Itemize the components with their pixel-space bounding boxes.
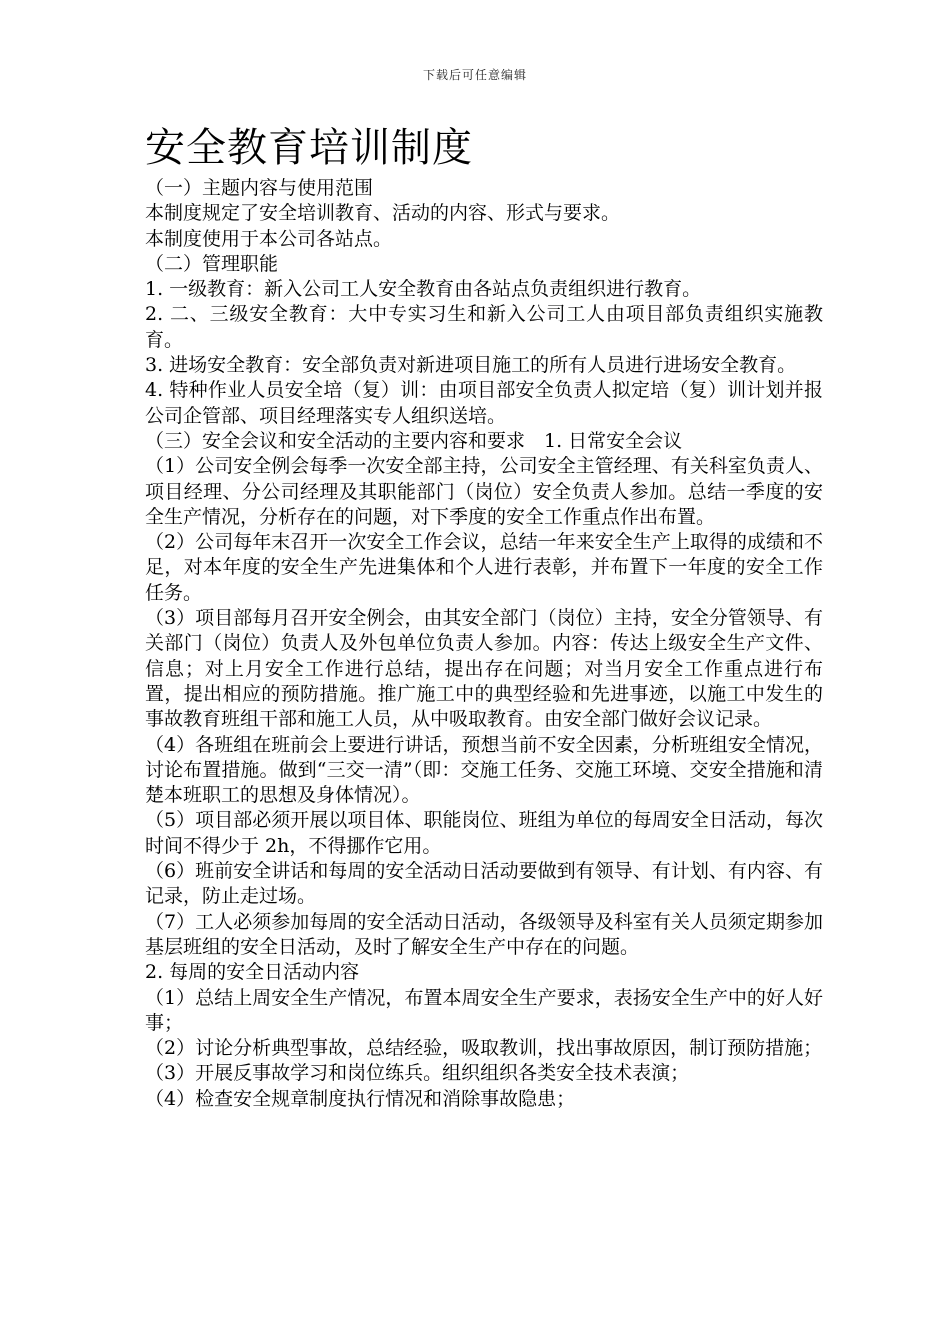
body-paragraph: （4）检查安全规章制度执行情况和消除事故隐患； (145, 1087, 576, 1110)
body-paragraph: 2. 二、三级安全教育：大中专实习生和新入公司工人由项目部负责组织实施教育。 (145, 303, 823, 351)
body-paragraph: （1）公司安全例会每季一次安全部主持，公司安全主管经理、有关科室负责人、项目经理、分公司经理及其职能部门（岗位）安全负责人参加。总结一季度的安全生产情况，分析存在的问题，对下季度的安全工作重点作出布置。 (145, 455, 823, 528)
body-paragraph: （5）项目部必须开展以项目体、职能岗位、班组为单位的每周安全日活动，每次时间不得少于 2h，不得挪作它用。 (145, 809, 823, 857)
body-paragraph: 4. 特种作业人员安全培（复）训：由项目部安全负责人拟定培（复）训计划并报公司企管部、项目经理落实专人组织送培。 (145, 379, 823, 427)
body-paragraph: （3）项目部每月召开安全例会，由其安全部门（岗位）主持，安全分管领导、有关部门（岗位）负责人及外包单位负责人参加。内容：传达上级安全生产文件、信息；对上月安全工作进行总结，提出存在问题；对当月安全工作重点进行布置，提出相应的预防措施。推广施工中的典型经验和先进事迹，以施工中发生的事故教育班组干部和施工人员，从中吸取教育。由安全部门做好会议记录。 (145, 607, 823, 731)
body-paragraph: （2）讨论分析典型事故，总结经验，吸取教训，找出事故原因，制订预防措施； (145, 1037, 823, 1060)
section-heading: （三）安全会议和安全活动的主要内容和要求 1. 日常安全会议 (145, 429, 683, 452)
body-paragraph: （6）班前安全讲话和每周的安全活动日活动要做到有领导、有计划、有内容、有记录，防止走过场。 (145, 860, 823, 908)
body-paragraph: 3. 进场安全教育：安全部负责对新进项目施工的所有人员进行进场安全教育。 (145, 354, 797, 377)
body-paragraph: （2）公司每年末召开一次安全工作会议，总结一年来安全生产上取得的成绩和不足，对本年度的安全生产先进集体和个人进行表彰，并布置下一年度的安全工作任务。 (145, 531, 823, 604)
body-paragraph: （4）各班组在班前会上要进行讲话，预想当前不安全因素，分析班组安全情况，讨论布置措施。做到“三交一清”（即：交施工任务、交施工环境、交安全措施和清楚本班职工的思想及身体情况）。 (145, 733, 823, 807)
body-paragraph: 本制度使用于本公司各站点。 (145, 227, 393, 250)
document-title: 安全教育培训制度 (145, 125, 473, 171)
section-heading: （二）管理职能 (145, 252, 279, 275)
document-body (145, 176, 823, 1112)
section-heading: 2. 每周的安全日活动内容 (145, 961, 360, 984)
section-heading: （一）主题内容与使用范围 (145, 177, 374, 199)
body-paragraph: 1. 一级教育：新入公司工人安全教育由各站点负责组织进行教育。 (145, 278, 702, 301)
page-header-note: 下载后可任意编辑 (422, 68, 527, 82)
body-paragraph: （7）工人必须参加每周的安全活动日活动，各级领导及科室有关人员须定期参加基层班组的安全日活动，及时了解安全生产中存在的问题。 (145, 910, 823, 958)
body-paragraph: （1）总结上周安全生产情况，布置本周安全生产要求，表扬安全生产中的好人好事； (145, 986, 823, 1034)
body-paragraph: （3）开展反事故学习和岗位练兵。组织组织各类安全技术表演； (145, 1062, 690, 1085)
body-paragraph: 本制度规定了安全培训教育、活动的内容、形式与要求。 (145, 202, 621, 225)
